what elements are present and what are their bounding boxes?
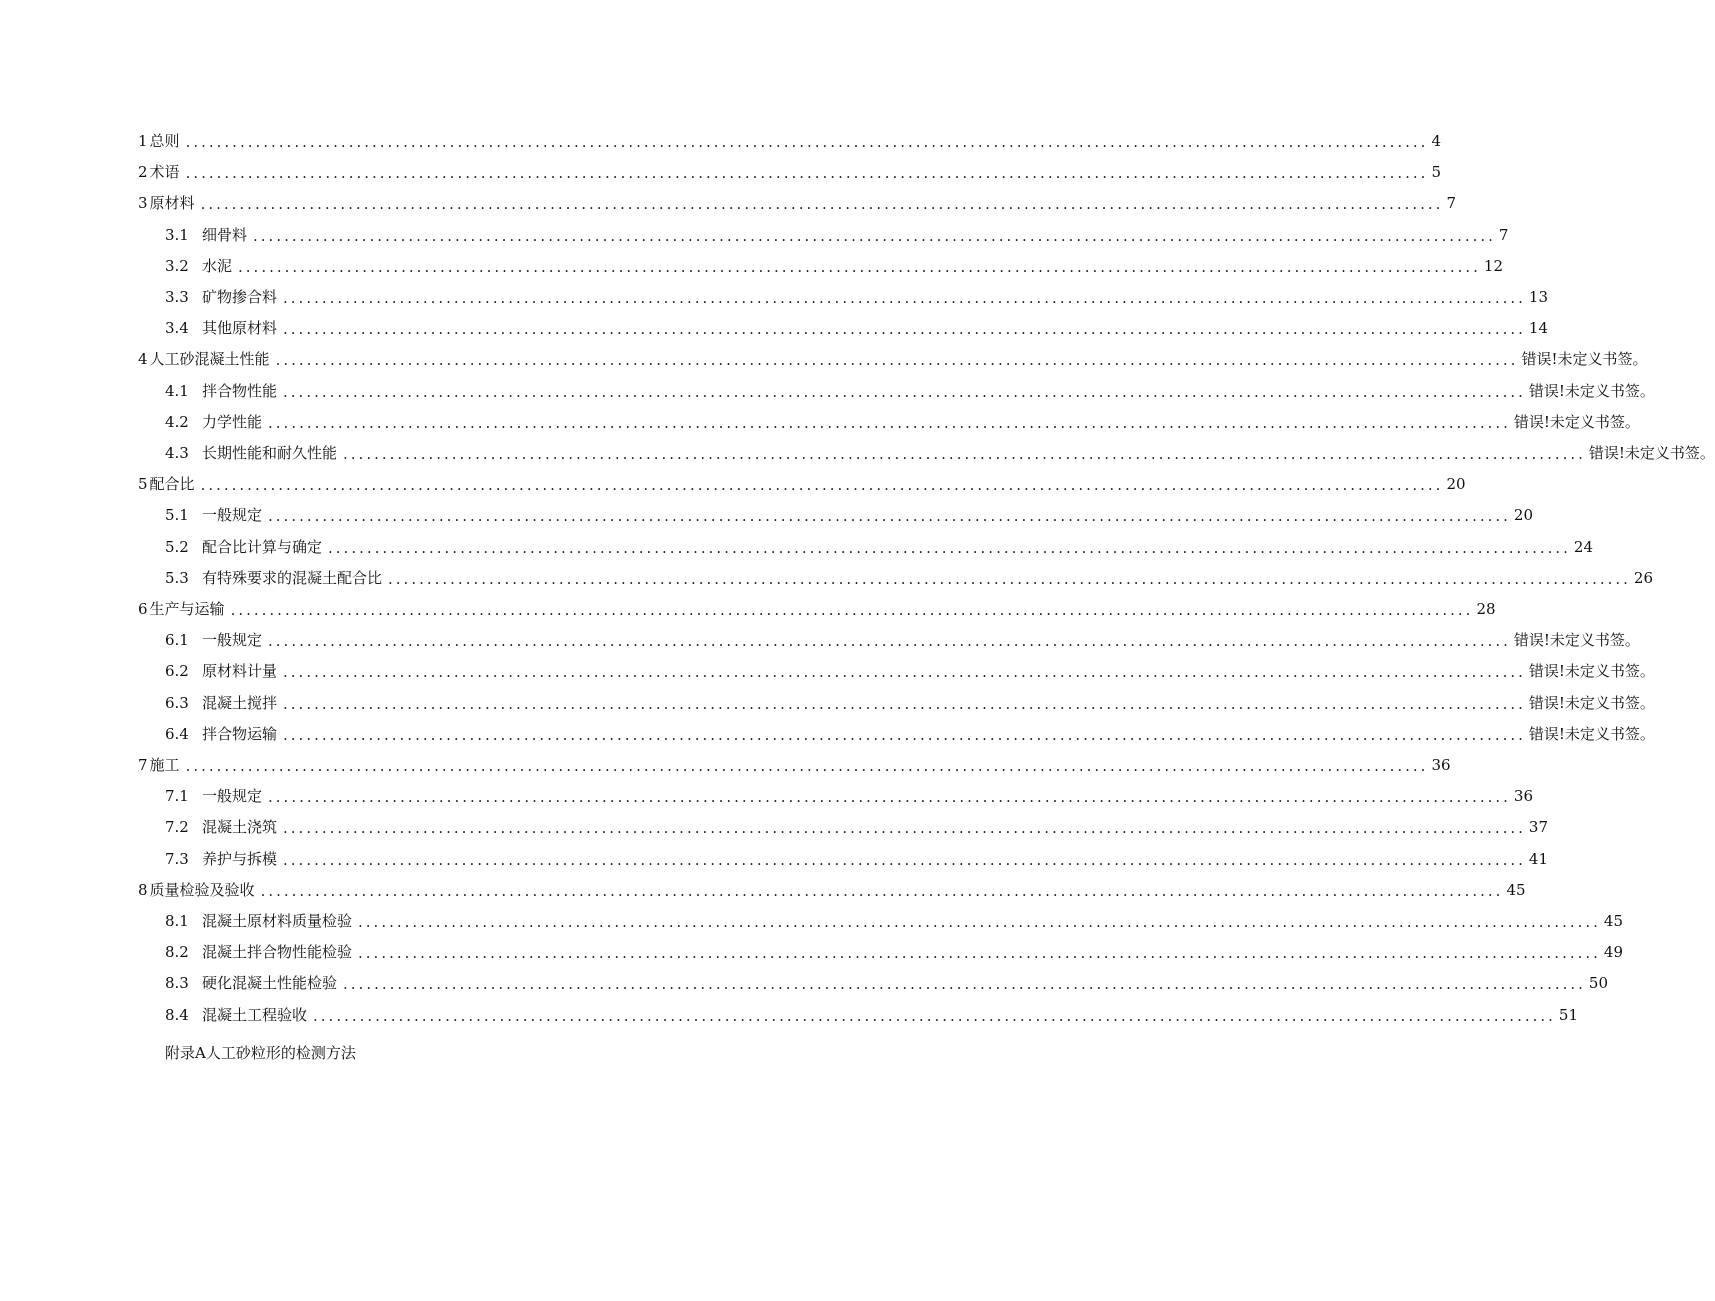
toc-entry[interactable]: [138, 596, 1496, 622]
toc-entry-title: 术语: [149, 163, 180, 182]
toc-dot-leader: ................................................................................................................................................................: [185, 164, 1429, 183]
toc-entry[interactable]: [165, 814, 1548, 840]
toc-entry-number: 4: [138, 350, 148, 369]
toc-dot-leader: ................................................................................................................................................................: [253, 226, 1496, 245]
toc-entry-page: 24: [1573, 537, 1593, 556]
toc-dot-leader: ................................................................................................................................................................: [328, 538, 1571, 557]
toc-dot-leader: ................................................................................................................................................................: [283, 694, 1526, 713]
toc-entry-title: 混凝土工程验收: [202, 1005, 308, 1024]
toc-entry-title: 配合比计算与确定: [202, 537, 323, 556]
toc-dot-leader: ................................................................................................................................................................: [358, 913, 1601, 931]
toc-entry-title: 施工: [149, 756, 180, 774]
toc-dot-leader: ................................................................................................................................................................: [275, 351, 1519, 370]
toc-entry[interactable]: [138, 877, 1526, 903]
toc-entry-page: 错误!未定义书签。: [1528, 662, 1655, 681]
toc-entry-title: 原材料计量: [202, 662, 278, 681]
toc-entry-page: 4: [1431, 132, 1441, 150]
toc-dot-leader: ................................................................................................................................................................: [388, 569, 1631, 588]
toc-appendix-entry[interactable]: [165, 1040, 772, 1066]
toc-entry[interactable]: [138, 159, 1441, 185]
toc-entry[interactable]: [165, 939, 1623, 965]
toc-entry-title: 生产与运输: [149, 600, 225, 618]
toc-entry-number: 3: [138, 194, 148, 213]
toc-entry[interactable]: [138, 471, 1466, 497]
toc-entry-number: 3.1: [165, 225, 189, 244]
toc-entry-number: 6.3: [165, 693, 189, 712]
toc-entry-title: 矿物掺合料: [202, 288, 278, 306]
toc-entry[interactable]: [165, 846, 1548, 872]
toc-entry-title: 总则: [149, 132, 180, 150]
toc-entry-number: 6.1: [165, 631, 189, 650]
toc-entry-number: 6.2: [165, 662, 189, 681]
toc-entry[interactable]: [165, 658, 1655, 684]
toc-entry-title: 细骨料: [202, 225, 248, 244]
toc-entry-title: 人工砂混凝土性能: [149, 350, 270, 369]
toc-dot-leader: ................................................................................................................................................................: [260, 881, 1504, 900]
toc-entry[interactable]: [165, 409, 1640, 435]
toc-dot-leader: ................................................................................................................................................................: [283, 382, 1526, 401]
toc-dot-leader: ................................................................................................................................................................: [268, 413, 1511, 432]
toc-entry-number: 8.4: [165, 1005, 189, 1024]
toc-entry-number: 3.2: [165, 256, 189, 275]
toc-entry-number: 1: [138, 132, 148, 150]
toc-entry-number: 8.1: [165, 912, 189, 930]
toc-entry-title: 混凝土拌合物性能检验: [202, 943, 353, 962]
toc-dot-leader: ................................................................................................................................................................: [343, 445, 1586, 463]
toc-dot-leader: ................................................................................................................................................................: [358, 944, 1601, 963]
toc-dot-leader: ................................................................................................................................................................: [185, 133, 1429, 151]
toc-dot-leader: ................................................................................................................................................................: [283, 320, 1526, 339]
toc-entry-page: 51: [1558, 1005, 1578, 1024]
toc-entry-page: 错误!未定义书签。: [1528, 724, 1655, 743]
toc-dot-leader: ................................................................................................................................................................: [185, 757, 1429, 775]
toc-entry-number: 2: [138, 163, 148, 182]
toc-entry-number: 8.2: [165, 943, 189, 962]
toc-entry-number: 8.3: [165, 974, 189, 993]
toc-entry-title: 混凝土浇筑: [202, 818, 278, 837]
toc-entry-page: 错误!未定义书签。: [1521, 350, 1648, 369]
toc-entry[interactable]: [165, 253, 1503, 279]
toc-dot-leader: ................................................................................................................................................................: [268, 632, 1511, 651]
toc-entry[interactable]: [165, 970, 1608, 996]
toc-appendix-title: 附录A人工砂粒形的检测方法: [165, 1044, 356, 1062]
toc-entry[interactable]: [165, 908, 1623, 934]
toc-entry-number: 7.3: [165, 849, 189, 868]
toc-dot-leader: ................................................................................................................................................................: [283, 725, 1526, 744]
toc-entry-title: 长期性能和耐久性能: [202, 444, 338, 462]
toc-entry-number: 6: [138, 600, 148, 618]
toc-entry-page: 7: [1446, 194, 1456, 213]
toc-entry[interactable]: [165, 315, 1548, 341]
toc-entry-number: 3.3: [165, 288, 189, 306]
toc-entry-number: 4.1: [165, 381, 189, 400]
toc-entry-page: 错误!未定义书签。: [1588, 444, 1715, 462]
toc-dot-leader: ................................................................................................................................................................: [268, 788, 1511, 807]
toc-entry[interactable]: [165, 783, 1533, 809]
toc-entry-title: 硬化混凝土性能检验: [202, 974, 338, 993]
toc-entry-number: 5.3: [165, 568, 189, 587]
toc-entry-page: 7: [1498, 225, 1509, 244]
toc-dot-leader: ................................................................................................................................................................: [283, 289, 1526, 307]
toc-entry-title: 其他原材料: [202, 319, 278, 338]
toc-entry[interactable]: [165, 627, 1640, 653]
toc-entry-title: 一般规定: [202, 506, 263, 525]
toc-entry[interactable]: [165, 440, 1715, 466]
toc-entry-page: 错误!未定义书签。: [1513, 631, 1640, 650]
toc-entry-page: 26: [1633, 568, 1653, 587]
toc-entry[interactable]: [165, 565, 1653, 591]
toc-entry[interactable]: [165, 721, 1655, 747]
toc-entry-page: 45: [1506, 880, 1526, 899]
toc-entry-page: 45: [1603, 912, 1623, 930]
toc-entry-page: 20: [1513, 506, 1533, 525]
toc-entry-page: 36: [1431, 756, 1451, 774]
toc-entry-number: 5.2: [165, 537, 189, 556]
toc-entry-number: 8: [138, 880, 148, 899]
toc-entry[interactable]: [138, 190, 1456, 216]
toc-entry-title: 混凝土搅拌: [202, 693, 278, 712]
toc-entry-title: 拌合物运输: [202, 724, 278, 743]
toc-entry-title: 水泥: [202, 256, 233, 275]
toc-entry-title: 拌合物性能: [202, 381, 278, 400]
toc-entry[interactable]: [138, 752, 1451, 778]
toc-entry-page: 错误!未定义书签。: [1528, 381, 1655, 400]
toc-entry-title: 质量检验及验收: [149, 880, 255, 899]
toc-dot-leader: ................................................................................................................................................................: [283, 663, 1526, 682]
toc-entry-page: 41: [1528, 849, 1548, 868]
toc-entry-title: 配合比: [149, 475, 195, 494]
toc-dot-leader: ................................................................................................................................................................: [343, 975, 1586, 994]
toc-entry-number: 5.1: [165, 506, 189, 525]
toc-entry-number: 7.1: [165, 787, 189, 806]
toc-entry[interactable]: [165, 534, 1593, 560]
toc-entry-number: 3.4: [165, 319, 189, 338]
toc-entry-page: 5: [1431, 163, 1441, 182]
toc-entry-page: 错误!未定义书签。: [1513, 412, 1640, 431]
toc-entry-title: 力学性能: [202, 412, 263, 431]
toc-dot-leader: ................................................................................................................................................................: [200, 476, 1444, 495]
toc-entry-page: 37: [1528, 818, 1548, 837]
toc-dot-leader: ................................................................................................................................................................: [200, 195, 1444, 214]
toc-entry[interactable]: [165, 378, 1655, 404]
toc-entry-title: 养护与拆模: [202, 849, 278, 868]
toc-entry-number: 7.2: [165, 818, 189, 837]
toc-dot-leader: ................................................................................................................................................................: [230, 601, 1474, 619]
toc-entry[interactable]: [138, 128, 1441, 154]
toc-entry-number: 4.3: [165, 444, 189, 462]
toc-entry-page: 50: [1588, 974, 1608, 993]
toc-entry-title: 混凝土原材料质量检验: [202, 912, 353, 930]
toc-dot-leader: ................................................................................................................................................................: [283, 819, 1526, 838]
toc-entry-page: 36: [1513, 787, 1533, 806]
toc-dot-leader: ................................................................................................................................................................: [268, 507, 1511, 526]
toc-entry-page: 错误!未定义书签。: [1528, 693, 1655, 712]
toc-dot-leader: ................................................................................................................................................................: [313, 1006, 1556, 1025]
toc-entry-page: 12: [1483, 256, 1503, 275]
toc-entry-number: 4.2: [165, 412, 189, 431]
toc-dot-leader: ................................................................................................................................................................: [283, 850, 1526, 869]
toc-entry[interactable]: [165, 222, 1509, 248]
toc-entry-number: 5: [138, 475, 148, 494]
toc-dot-leader: ................................................................................................................................................................: [238, 257, 1481, 276]
toc-entry-page: 49: [1603, 943, 1623, 962]
toc-entry[interactable]: [165, 284, 1548, 310]
toc-entry-title: 原材料: [149, 194, 195, 213]
toc-entry[interactable]: [138, 346, 1648, 372]
toc-entry-page: 28: [1476, 600, 1496, 618]
toc-entry[interactable]: [165, 690, 1655, 716]
toc-entry-page: 20: [1446, 475, 1466, 494]
toc-entry-title: 一般规定: [202, 787, 263, 806]
toc-entry-page: 14: [1528, 319, 1548, 338]
toc-entry[interactable]: [165, 502, 1533, 528]
toc-entry-title: 有特殊要求的混凝土配合比: [202, 568, 383, 587]
toc-entry[interactable]: [165, 1002, 1578, 1028]
toc-entry-title: 一般规定: [202, 631, 263, 650]
toc-entry-number: 6.4: [165, 724, 189, 743]
toc-entry-page: 13: [1528, 288, 1548, 306]
toc-entry-number: 7: [138, 756, 148, 774]
